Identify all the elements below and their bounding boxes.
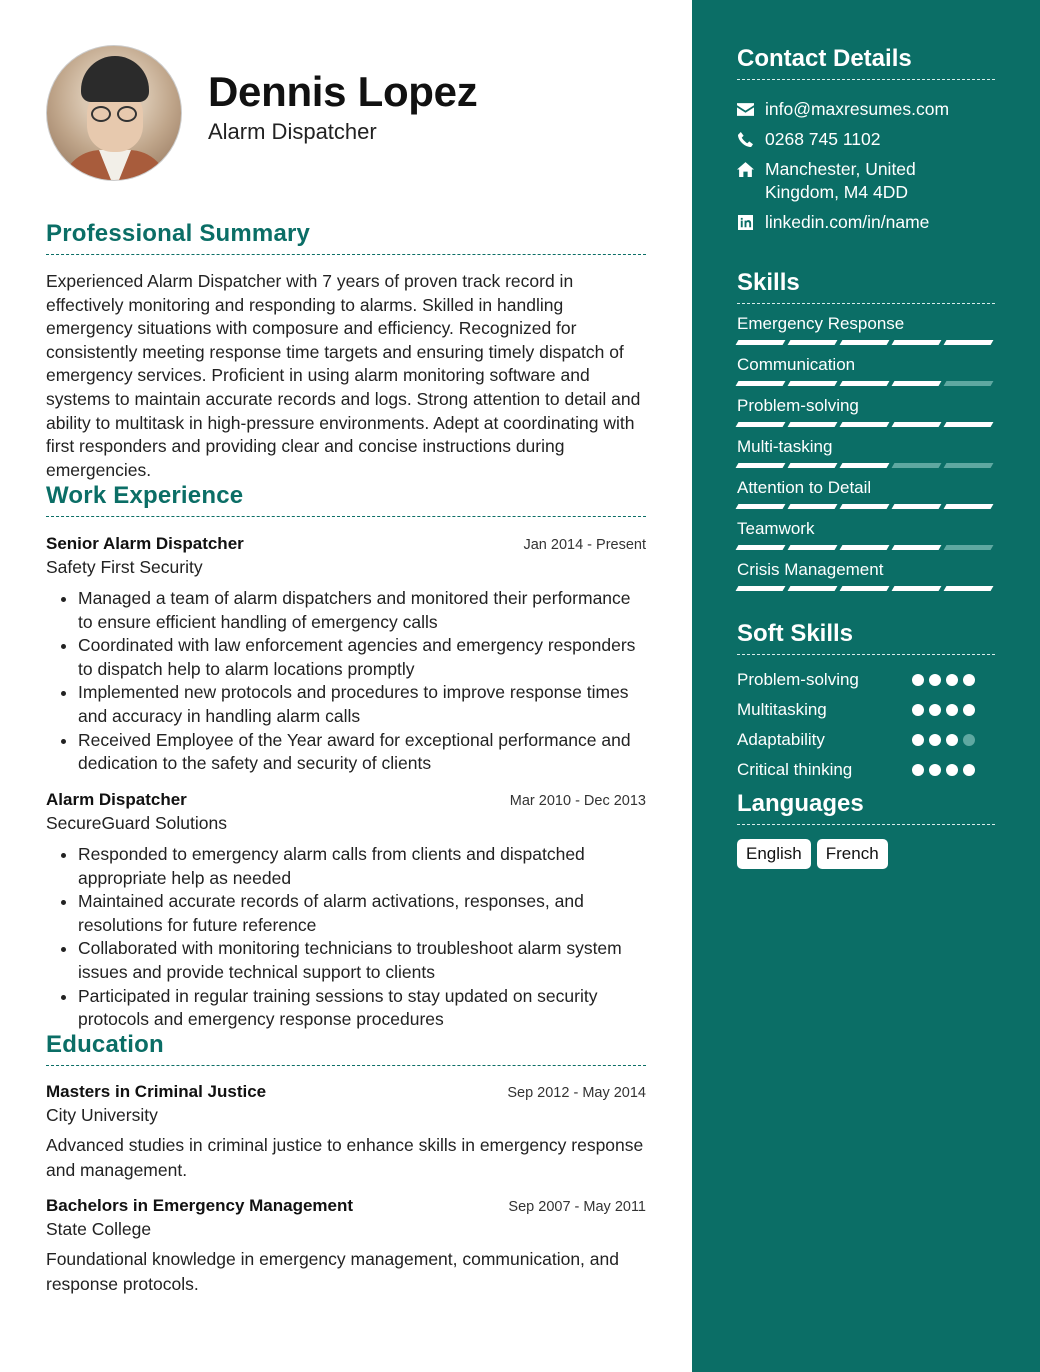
section-divider: [46, 1065, 646, 1066]
contact-heading: Contact Details: [737, 45, 912, 72]
skill-level-segment: [840, 340, 890, 345]
languages-list: [737, 839, 995, 869]
skill-level-segment: [840, 504, 890, 509]
work-section-heading: Work Experience: [46, 482, 646, 517]
job-bullet: • Participated in regular training sessions to stay updated on security protocols and emergency response procedures: [78, 985, 646, 1032]
phone-icon: [737, 128, 765, 151]
skills-heading: Skills: [737, 269, 800, 296]
skill-level-bar: [737, 504, 995, 509]
skill-level-segment: [944, 340, 994, 345]
skills-list: [737, 314, 995, 591]
skill-level-segment: [736, 545, 786, 550]
rating-dot: [912, 674, 924, 686]
job-entry: [46, 534, 646, 776]
skill-name: Crisis Management: [737, 560, 884, 579]
soft-skill-name: Problem-solving: [737, 670, 859, 689]
skill-name: Problem-solving: [737, 396, 859, 415]
job-entry: [46, 790, 646, 1032]
skill-level-bar: [737, 463, 995, 468]
section-divider: [46, 516, 646, 517]
rating-dot: [963, 674, 975, 686]
skill-level-segment: [944, 422, 994, 427]
skill-item: [737, 437, 995, 468]
education-date: Sep 2007 - May 2011: [508, 1199, 646, 1215]
skill-level-segment: [892, 586, 942, 591]
skill-level-segment: [736, 586, 786, 591]
home-icon: [737, 158, 765, 204]
soft-skill-item: [737, 725, 995, 755]
rating-dot: [929, 674, 941, 686]
soft-skill-name: Adaptability: [737, 730, 825, 749]
skill-level-segment: [788, 381, 838, 386]
section-divider: [737, 303, 995, 304]
job-company: SecureGuard Solutions: [46, 813, 227, 833]
school: City University: [46, 1105, 158, 1125]
soft-skill-rating: [912, 764, 975, 776]
linkedin-icon: [737, 211, 765, 234]
rating-dot: [912, 704, 924, 716]
skill-level-segment: [840, 422, 890, 427]
rating-dot: [946, 734, 958, 746]
job-date: Mar 2010 - Dec 2013: [509, 793, 646, 809]
skill-name: Communication: [737, 355, 856, 374]
skill-level-segment: [840, 463, 890, 468]
candidate-title: Alarm Dispatcher: [208, 119, 377, 144]
skill-level-bar: [737, 422, 995, 427]
resume-header: [46, 0, 646, 190]
envelope-icon: [737, 98, 765, 121]
job-bullet: • Received Employee of the Year award for exceptional performance and dedication to the safety and security of clients: [78, 729, 646, 776]
language-pill: English: [737, 839, 811, 869]
contact-address: Manchester, United Kingdom, M4 4DD: [737, 158, 995, 204]
skill-level-segment: [892, 504, 942, 509]
skill-level-segment: [840, 381, 890, 386]
rating-dot: [963, 764, 975, 776]
skill-level-segment: [892, 463, 942, 468]
rating-dot: [963, 704, 975, 716]
rating-dot: [963, 734, 975, 746]
skill-item: [737, 355, 995, 386]
rating-dot: [912, 734, 924, 746]
skill-level-segment: [788, 422, 838, 427]
soft-skill-rating: [912, 674, 975, 686]
skills-section: [737, 269, 995, 591]
contact-email[interactable]: info@maxresumes.com: [737, 98, 995, 121]
job-bullets: [46, 843, 646, 1032]
language-pill: French: [817, 839, 888, 869]
languages-heading: Languages: [737, 790, 864, 817]
education-entry: [46, 1196, 646, 1296]
job-date: Jan 2014 - Present: [523, 537, 646, 553]
section-divider: [737, 824, 995, 825]
soft-skill-name: Multitasking: [737, 700, 827, 719]
skill-level-bar: [737, 340, 995, 345]
section-divider: [46, 254, 646, 255]
soft-skill-item: [737, 755, 995, 785]
skill-level-segment: [944, 463, 994, 468]
job-bullets: [46, 587, 646, 776]
soft-skill-item: [737, 695, 995, 725]
education-section-heading: Education: [46, 1031, 646, 1066]
school: State College: [46, 1219, 152, 1239]
skill-level-segment: [840, 545, 890, 550]
skill-name: Teamwork: [737, 519, 815, 538]
soft-skills-section: [737, 620, 995, 785]
candidate-name: Dennis Lopez: [208, 68, 478, 115]
education-description: Advanced studies in criminal justice to enhance skills in emergency response and management.: [46, 1135, 644, 1180]
sidebar: [692, 0, 1040, 1372]
soft-skill-rating: [912, 734, 975, 746]
rating-dot: [946, 764, 958, 776]
soft-skills-list: [737, 665, 995, 785]
skill-name: Attention to Detail: [737, 478, 872, 497]
skill-item: [737, 519, 995, 550]
soft-skill-name: Critical thinking: [737, 760, 853, 779]
skill-level-bar: [737, 381, 995, 386]
skill-item: [737, 478, 995, 509]
profile-photo: [46, 45, 182, 181]
skill-level-bar: [737, 586, 995, 591]
job-bullet: • Coordinated with law enforcement agencies and emergency responders to dispatch help to alarm locations promptly: [78, 634, 646, 681]
rating-dot: [946, 704, 958, 716]
contact-section: [737, 45, 995, 234]
summary-section-heading: Professional Summary: [46, 220, 646, 255]
skill-level-segment: [788, 586, 838, 591]
skill-level-segment: [892, 381, 942, 386]
skill-level-segment: [736, 504, 786, 509]
education-entry: [46, 1082, 646, 1182]
skill-name: Emergency Response: [737, 314, 905, 333]
skill-level-segment: [788, 504, 838, 509]
soft-skill-rating: [912, 704, 975, 716]
skill-item: [737, 396, 995, 427]
job-bullet: • Collaborated with monitoring technicians to troubleshoot alarm system issues and provide technical support to clients: [78, 937, 646, 984]
education-description: Foundational knowledge in emergency management, communication, and response protocols.: [46, 1249, 619, 1294]
skill-level-segment: [892, 545, 942, 550]
job-role: Alarm Dispatcher: [46, 790, 187, 809]
job-company: Safety First Security: [46, 557, 203, 577]
rating-dot: [929, 734, 941, 746]
job-role: Senior Alarm Dispatcher: [46, 534, 244, 553]
skill-item: [737, 314, 995, 345]
job-bullet: • Implemented new protocols and procedures to improve response times and accuracy in handling alarm calls: [78, 681, 646, 728]
degree: Bachelors in Emergency Management: [46, 1196, 354, 1215]
skill-level-segment: [788, 463, 838, 468]
soft-skills-heading: Soft Skills: [737, 620, 854, 647]
skill-level-bar: [737, 545, 995, 550]
skill-level-segment: [736, 340, 786, 345]
degree: Masters in Criminal Justice: [46, 1082, 267, 1101]
skill-level-segment: [840, 586, 890, 591]
skill-item: [737, 560, 995, 591]
skill-level-segment: [892, 340, 942, 345]
skill-level-segment: [736, 422, 786, 427]
skill-level-segment: [788, 545, 838, 550]
summary-text: Experienced Alarm Dispatcher with 7 years of proven track record in effectively monitoring and responding to alarms. Skilled in handling emergency situations with composure and efficiency. Recognized for consistently meeting response time targets and ensuring timely dispatch of emergency services. Proficient in using alarm monitoring software and systems to maintain accurate records and logs. Strong attention to detail and ability to multitask in high-pressure environments. Adept at coordinating with first responders and providing clear and concise instructions during emergencies.: [46, 271, 641, 480]
rating-dot: [946, 674, 958, 686]
education-date: Sep 2012 - May 2014: [507, 1085, 646, 1101]
skill-level-segment: [944, 381, 994, 386]
rating-dot: [929, 704, 941, 716]
rating-dot: [912, 764, 924, 776]
soft-skill-item: [737, 665, 995, 695]
skill-level-segment: [944, 545, 994, 550]
skill-name: Multi-tasking: [737, 437, 833, 456]
contact-phone[interactable]: 0268 745 1102: [737, 128, 995, 151]
job-bullet: • Maintained accurate records of alarm activations, responses, and resolutions for future reference: [78, 890, 646, 937]
languages-section: [737, 790, 995, 869]
job-bullet: • Managed a team of alarm dispatchers and monitored their performance to ensure efficient handling of emergency calls: [78, 587, 646, 634]
skill-level-segment: [892, 422, 942, 427]
job-bullet: • Responded to emergency alarm calls from clients and dispatched appropriate help as needed: [78, 843, 646, 890]
skill-level-segment: [944, 504, 994, 509]
skill-level-segment: [736, 463, 786, 468]
skill-level-segment: [788, 340, 838, 345]
rating-dot: [929, 764, 941, 776]
contact-linkedin[interactable]: linkedin.com/in/name: [737, 211, 995, 234]
skill-level-segment: [944, 586, 994, 591]
skill-level-segment: [736, 381, 786, 386]
